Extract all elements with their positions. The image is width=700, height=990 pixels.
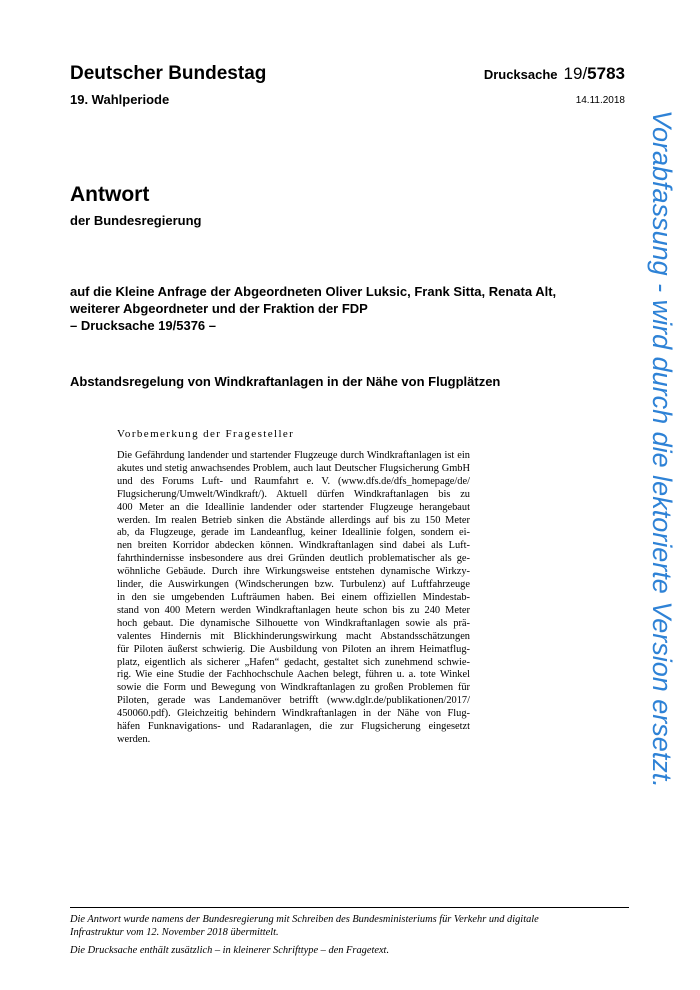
drucksache-label: Drucksache [483, 67, 558, 82]
document-date: 14.11.2018 [575, 95, 625, 106]
inquiry-line: weiterer Abgeordneter und der Fraktion der FDP [70, 301, 368, 316]
body-line: Flugsicherung/Umwelt/Windkraft/). Aktuell dürfen Windkraftanlagen bis zu [117, 488, 470, 500]
drucksache-number: 5783 [587, 64, 625, 83]
drucksache-prefix: 19/ [563, 64, 588, 83]
organization-name: Deutscher Bundestag [70, 63, 267, 84]
body-line: linder, die Auswirkungen (Windscherungen bzw. Turbulenz) auf Luftfahrzeuge [117, 579, 470, 591]
body-line: valentes Hindernis mit Blickhinderungswirkung macht Abstandsschätzungen [117, 630, 470, 642]
body-line: werden. [117, 733, 151, 745]
body-line: hoch gebaut. Die dynamische Silhouette von Windkraftanlagen sowie als prä- [117, 617, 470, 629]
header-right [484, 62, 625, 106]
body-line: wöhnliche Gebäude. Durch ihre Wirkungsweise entstehen dynamische Wirkzy- [117, 566, 470, 578]
body-line: nen breiten Korridor abdecken können. Windkraftanlagen sind dabei als Luft- [117, 540, 470, 552]
body-line: sowie die Form und Bewegung von Windkraftanlagen zu großen Problemen für [117, 682, 470, 694]
body-line: 400 Meter an die Ideallinie landender oder startender Flugzeuge herangebaut [117, 501, 470, 513]
inquiry-line: auf die Kleine Anfrage der Abgeordneten Oliver Luksic, Frank Sitta, Renata Alt, [70, 284, 557, 299]
body-line: 450060.pdf). Gleichzeitig behindern Windkraftanlagen in der Nähe von Flug- [117, 708, 470, 720]
body-line: platz, eigentlich als sicherer „Hafen“ gedacht, gestaltet sich zunehmend schwie- [117, 656, 470, 668]
footer-notes [70, 913, 630, 962]
drucksache-reference [484, 62, 625, 87]
body-line: fahrthindernisse insbesondere aus drei Gründen deutlich problematischer als ge- [117, 553, 470, 565]
preliminary-remark-heading: Vorbemerkung der Fragesteller [117, 428, 295, 440]
body-line: werden. Im realen Betrieb sinken die Abstände allerdings auf bis zu 150 Meter [117, 514, 470, 526]
body-line: stand von 400 Metern werden Windkraftanlagen heute schon bis zu 240 Meter [117, 604, 470, 616]
document-subtitle: der Bundesregierung [70, 213, 202, 228]
body-line: Die Gefährdung landender und startender Flugzeuge durch Windkraftanlagen ist ein [117, 450, 470, 461]
document-title: Antwort [70, 183, 150, 206]
typeface-note: Die Drucksache enthält zusätzlich – in kleinerer Schrifttype – den Fragetext. [70, 945, 390, 956]
transmission-note [70, 913, 630, 939]
body-line: rig. Wie eine Studie der Fachhochschule Aachen belegt, führen u. a. tote Winkel [117, 669, 470, 681]
footer-divider [70, 907, 629, 908]
transmission-note-line: Die Antwort wurde namens der Bundesregierung mit Schreiben des Bundesministeriums für Verkehr und digitale [70, 914, 539, 925]
body-line: und des Forums Luft- und Raumfahrt e. V. (www.dfs.de/dfs_homepage/de/ [117, 475, 470, 487]
body-line: häfen Funknavigations- und Radaranlagen, die zur Flugsicherung eingesetzt [117, 721, 470, 733]
body-line: in den sie umgebenden Lufträumen haben. Bei einem offiziellen Mindestab- [117, 591, 470, 603]
body-line: für Piloten äußerst schwierig. Die Ausbildung von Piloten an ihrem Heimatflug- [117, 643, 470, 655]
body-line: Piloten, gerade was Landemanöver betrifft (www.dglr.de/publikationen/2017/ [117, 695, 470, 707]
inquiry-line: – Drucksache 19/5376 – [70, 318, 216, 333]
inquiry-reference [70, 283, 630, 334]
legislative-period: 19. Wahlperiode [70, 92, 170, 107]
preliminary-remark-body [117, 450, 470, 747]
topic-heading: Abstandsregelung von Windkraftanlagen in der Nähe von Flugplätzen [70, 374, 501, 389]
body-line: ab, da Flugzeuge, gerade im Landeanflug, keiner Ideallinie folgen, sondern ei- [117, 527, 470, 539]
draft-watermark: Vorabfassung - wird durch die lektorierte Version ersetzt. [647, 110, 677, 788]
header-left [70, 62, 266, 107]
transmission-note-line: Infrastruktur vom 12. November 2018 übermittelt. [70, 927, 279, 938]
body-line: akutes und stetig anwachsendes Problem, auch laut Deutscher Flugsicherung GmbH [117, 462, 470, 474]
